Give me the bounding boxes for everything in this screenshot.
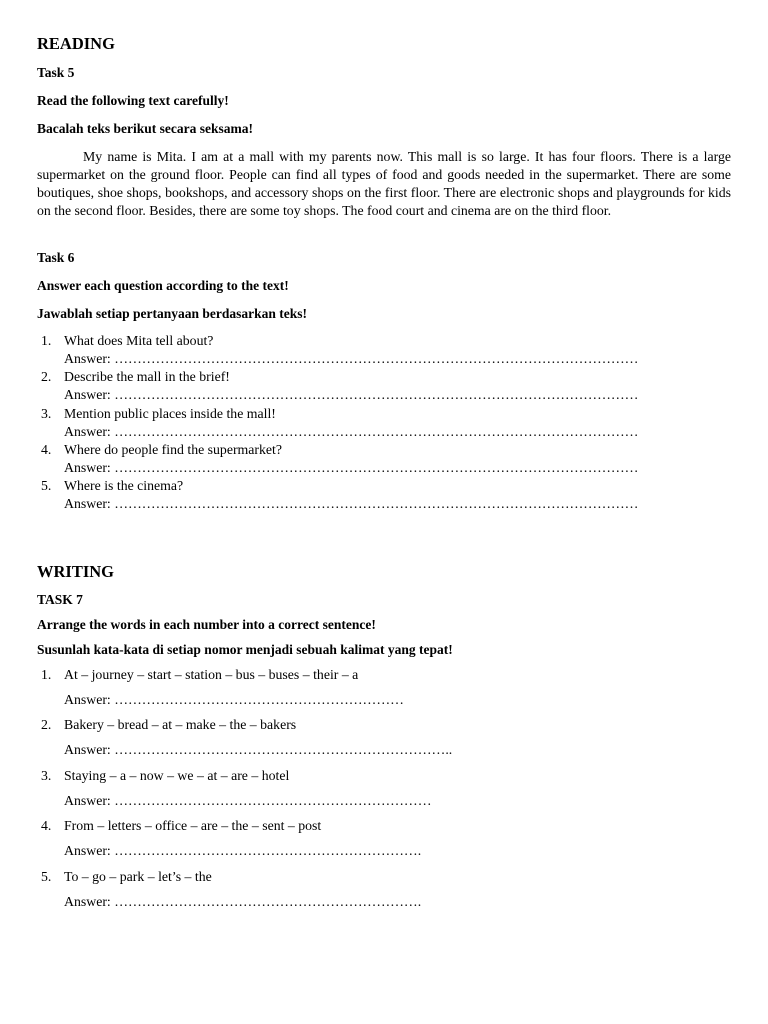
answer-line: Answer: ……………………………………………………………………………………………………	[64, 496, 639, 511]
writing-heading: WRITING	[37, 562, 115, 581]
question-number: 2.	[41, 369, 52, 384]
item-text: Bakery – bread – at – make – the – bakers	[64, 717, 297, 732]
task5-instruction-en: Read the following text carefully!	[37, 93, 229, 108]
task6-instruction-id: Jawablah setiap pertanyaan berdasarkan teks!	[37, 306, 308, 321]
task7-label: TASK 7	[37, 592, 83, 607]
task6-instruction-en: Answer each question according to the text!	[37, 278, 289, 293]
answer-line: Answer: ……………………………………………………………	[64, 793, 432, 808]
reading-heading: READING	[37, 34, 115, 53]
answer-line: Answer: ……………………………………………………………………………………………………	[64, 351, 639, 366]
question-text: Where do people find the supermarket?	[64, 442, 282, 457]
task7-instruction-en: Arrange the words in each number into a correct sentence!	[37, 617, 376, 632]
question-text: Describe the mall in the brief!	[64, 369, 230, 384]
question-text: Mention public places inside the mall!	[64, 406, 276, 421]
question-number: 4.	[41, 442, 52, 457]
item-number: 4.	[41, 818, 52, 833]
question-number: 3.	[41, 406, 52, 421]
task6-label: Task 6	[37, 250, 75, 265]
reading-passage: My name is Mita. I am at a mall with my parents now. This mall is so large. It has four floors. There is a large supermarket on the ground floor. People can find all types of food and goods needed in the supermarket. There are some boutiques, shoe shops, bookshops, and accessory shops on the first floor. There are electronic shops and playgrounds for kids on the second floor. Besides, there are some toy shops. The food court and cinema are on the third floor.	[37, 149, 731, 218]
answer-line: Answer: ………………………………………………………….	[64, 894, 422, 909]
answer-line: Answer: ………………………………………………………….	[64, 843, 422, 858]
task5-instruction-id: Bacalah teks berikut secara seksama!	[37, 121, 253, 136]
item-text: At – journey – start – station – bus – buses – their – a	[64, 667, 359, 682]
question-text: Where is the cinema?	[64, 478, 184, 493]
item-number: 2.	[41, 717, 52, 732]
answer-line: Answer: ………………………………………………………………..	[64, 742, 453, 757]
item-text: From – letters – office – are – the – sent – post	[64, 818, 322, 833]
item-number: 5.	[41, 869, 52, 884]
answer-line: Answer: ……………………………………………………………………………………………………	[64, 460, 639, 475]
answer-line: Answer: ……………………………………………………………………………………………………	[64, 424, 639, 439]
question-number: 1.	[41, 333, 52, 348]
item-text: Staying – a – now – we – at – are – hotel	[64, 768, 290, 783]
item-number: 3.	[41, 768, 52, 783]
task5-label: Task 5	[37, 65, 75, 80]
item-number: 1.	[41, 667, 52, 682]
item-text: To – go – park – let’s – the	[64, 869, 212, 884]
task7-instruction-id: Susunlah kata-kata di setiap nomor menjadi sebuah kalimat yang tepat!	[37, 642, 453, 657]
answer-line: Answer: ………………………………………………………	[64, 692, 404, 707]
question-text: What does Mita tell about?	[64, 333, 214, 348]
question-number: 5.	[41, 478, 52, 493]
answer-line: Answer: ……………………………………………………………………………………………………	[64, 387, 639, 402]
